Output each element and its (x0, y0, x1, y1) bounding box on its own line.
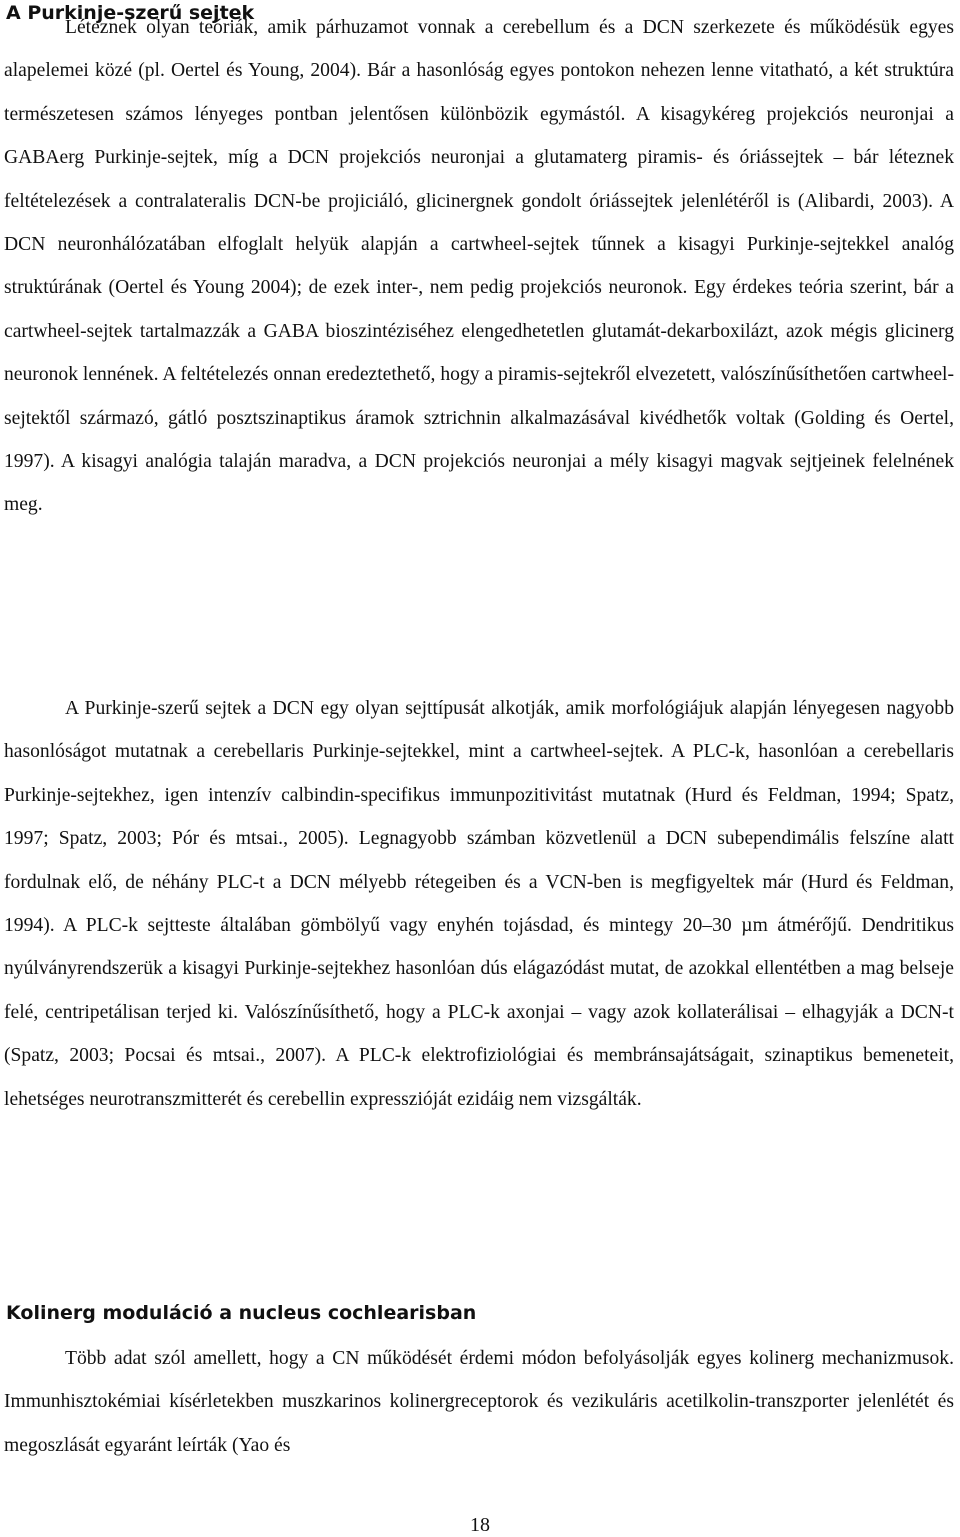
section-heading-purkinje: A Purkinje-szerű sejtek (6, 2, 255, 24)
paragraph-cholinergic: Több adat szól amellett, hogy a CN működését érdemi módon befolyásolják egyes kolinerg mechanizmusok. Immunhisztokémiai kísérletekben muszkarinos kolinergreceptorok és vezikuláris acetilkolin-transzporter jelenlétét és megoszlását egyaránt leírták (Yao és (4, 1348, 954, 1456)
page-number: 18 (470, 1514, 490, 1536)
section-heading-cholinergic: Kolinerg moduláció a nucleus cochlearisban (6, 1302, 477, 1324)
paragraph-purkinje-like-cells: A Purkinje-szerű sejtek a DCN egy olyan sejttípusát alkotják, amik morfológiájuk alapján lényegesen nagyobb hasonlóságot mutatnak a cerebellaris Purkinje-sejtekkel, mint a cartwheel-sejtek. A PLC-k, hasonlóan a cerebellaris Purkinje-sejtekhez, igen intenzív calbindin-specifikus immunpozitivitást mutatnak (Hurd és Feldman, 1994; Spatz, 1997; Spatz, 2003; Pór és mtsai., 2005). Legnagyobb számban közvetlenül a DCN subependimális felszíne alatt fordulnak elő, de néhány PLC-t a DCN mélyebb rétegeiben és a VCN-ben is megfigyeltek már (Hurd és Feldman, 1994). A PLC-k sejtteste általában gömbölyű vagy enyhén tojásdad, és mintegy 20–30 µm átmérőjű. Dendritikus nyúlványrendszerük a kisagyi Purkinje-sejtekhez hasonlóan dús elágazódást mutat, de azokkal ellentétben a mag belseje felé, centripetálisan terjed ki. Valószínűsíthető, hogy a PLC-k axonjai – vagy azok kollaterálisai – elhagyják a DCN-t (Spatz, 2003; Pocsai és mtsai., 2007). A PLC-k elektrofiziológiai és membránsajátságait, szinaptikus bemeneteit, lehetséges neurotranszmitterét és cerebellin expresszióját ezidáig nem vizsgálták. (4, 698, 954, 1110)
paragraph-purkinje-intro: Léteznek olyan teóriák, amik párhuzamot vonnak a cerebellum és a DCN szerkezete és működésük egyes alapelemei közé (pl. Oertel és Young, 2004). Bár a hasonlóság egyes pontokon nehezen lenne vitatható, a két struktúra természetesen számos lényeges pontban jelentősen különbözik egymástól. A kisagykéreg projekciós neuronjai a GABAerg Purkinje-sejtek, míg a DCN projekciós neuronjai a glutamaterg piramis- és óriássejtek – bár léteznek feltételezések a contralateralis DCN-be projiciáló, glicinergnek gondolt óriássejtek jelenlétéről is (Alibardi, 2003). A DCN neuronhálózatában elfoglalt helyük alapján a cartwheel-sejtek tűnnek a kisagyi Purkinje-sejtekkel analóg struktúrának (Oertel és Young 2004); de ezek inter-, nem pedig projekciós neuronok. Egy érdekes teória szerint, bár a cartwheel-sejtek tartalmazzák a GABA bioszintéziséhez elengedhetetlen glutamát-dekarboxilázt, azok mégis glicinerg neuronok lennének. A feltételezés onnan eredeztethető, hogy a piramis-sejtekről elvezetett, valószínűsíthetően cartwheel-sejtektől származó, gátló posztszinaptikus áramok sztrichnin alkalmazásával kivédhetők voltak (Golding és Oertel, 1997). A kisagyi analógia talaján maradva, a DCN projekciós neuronjai a mély kisagyi magvak sejtjeinek felelnének meg. (4, 17, 954, 516)
